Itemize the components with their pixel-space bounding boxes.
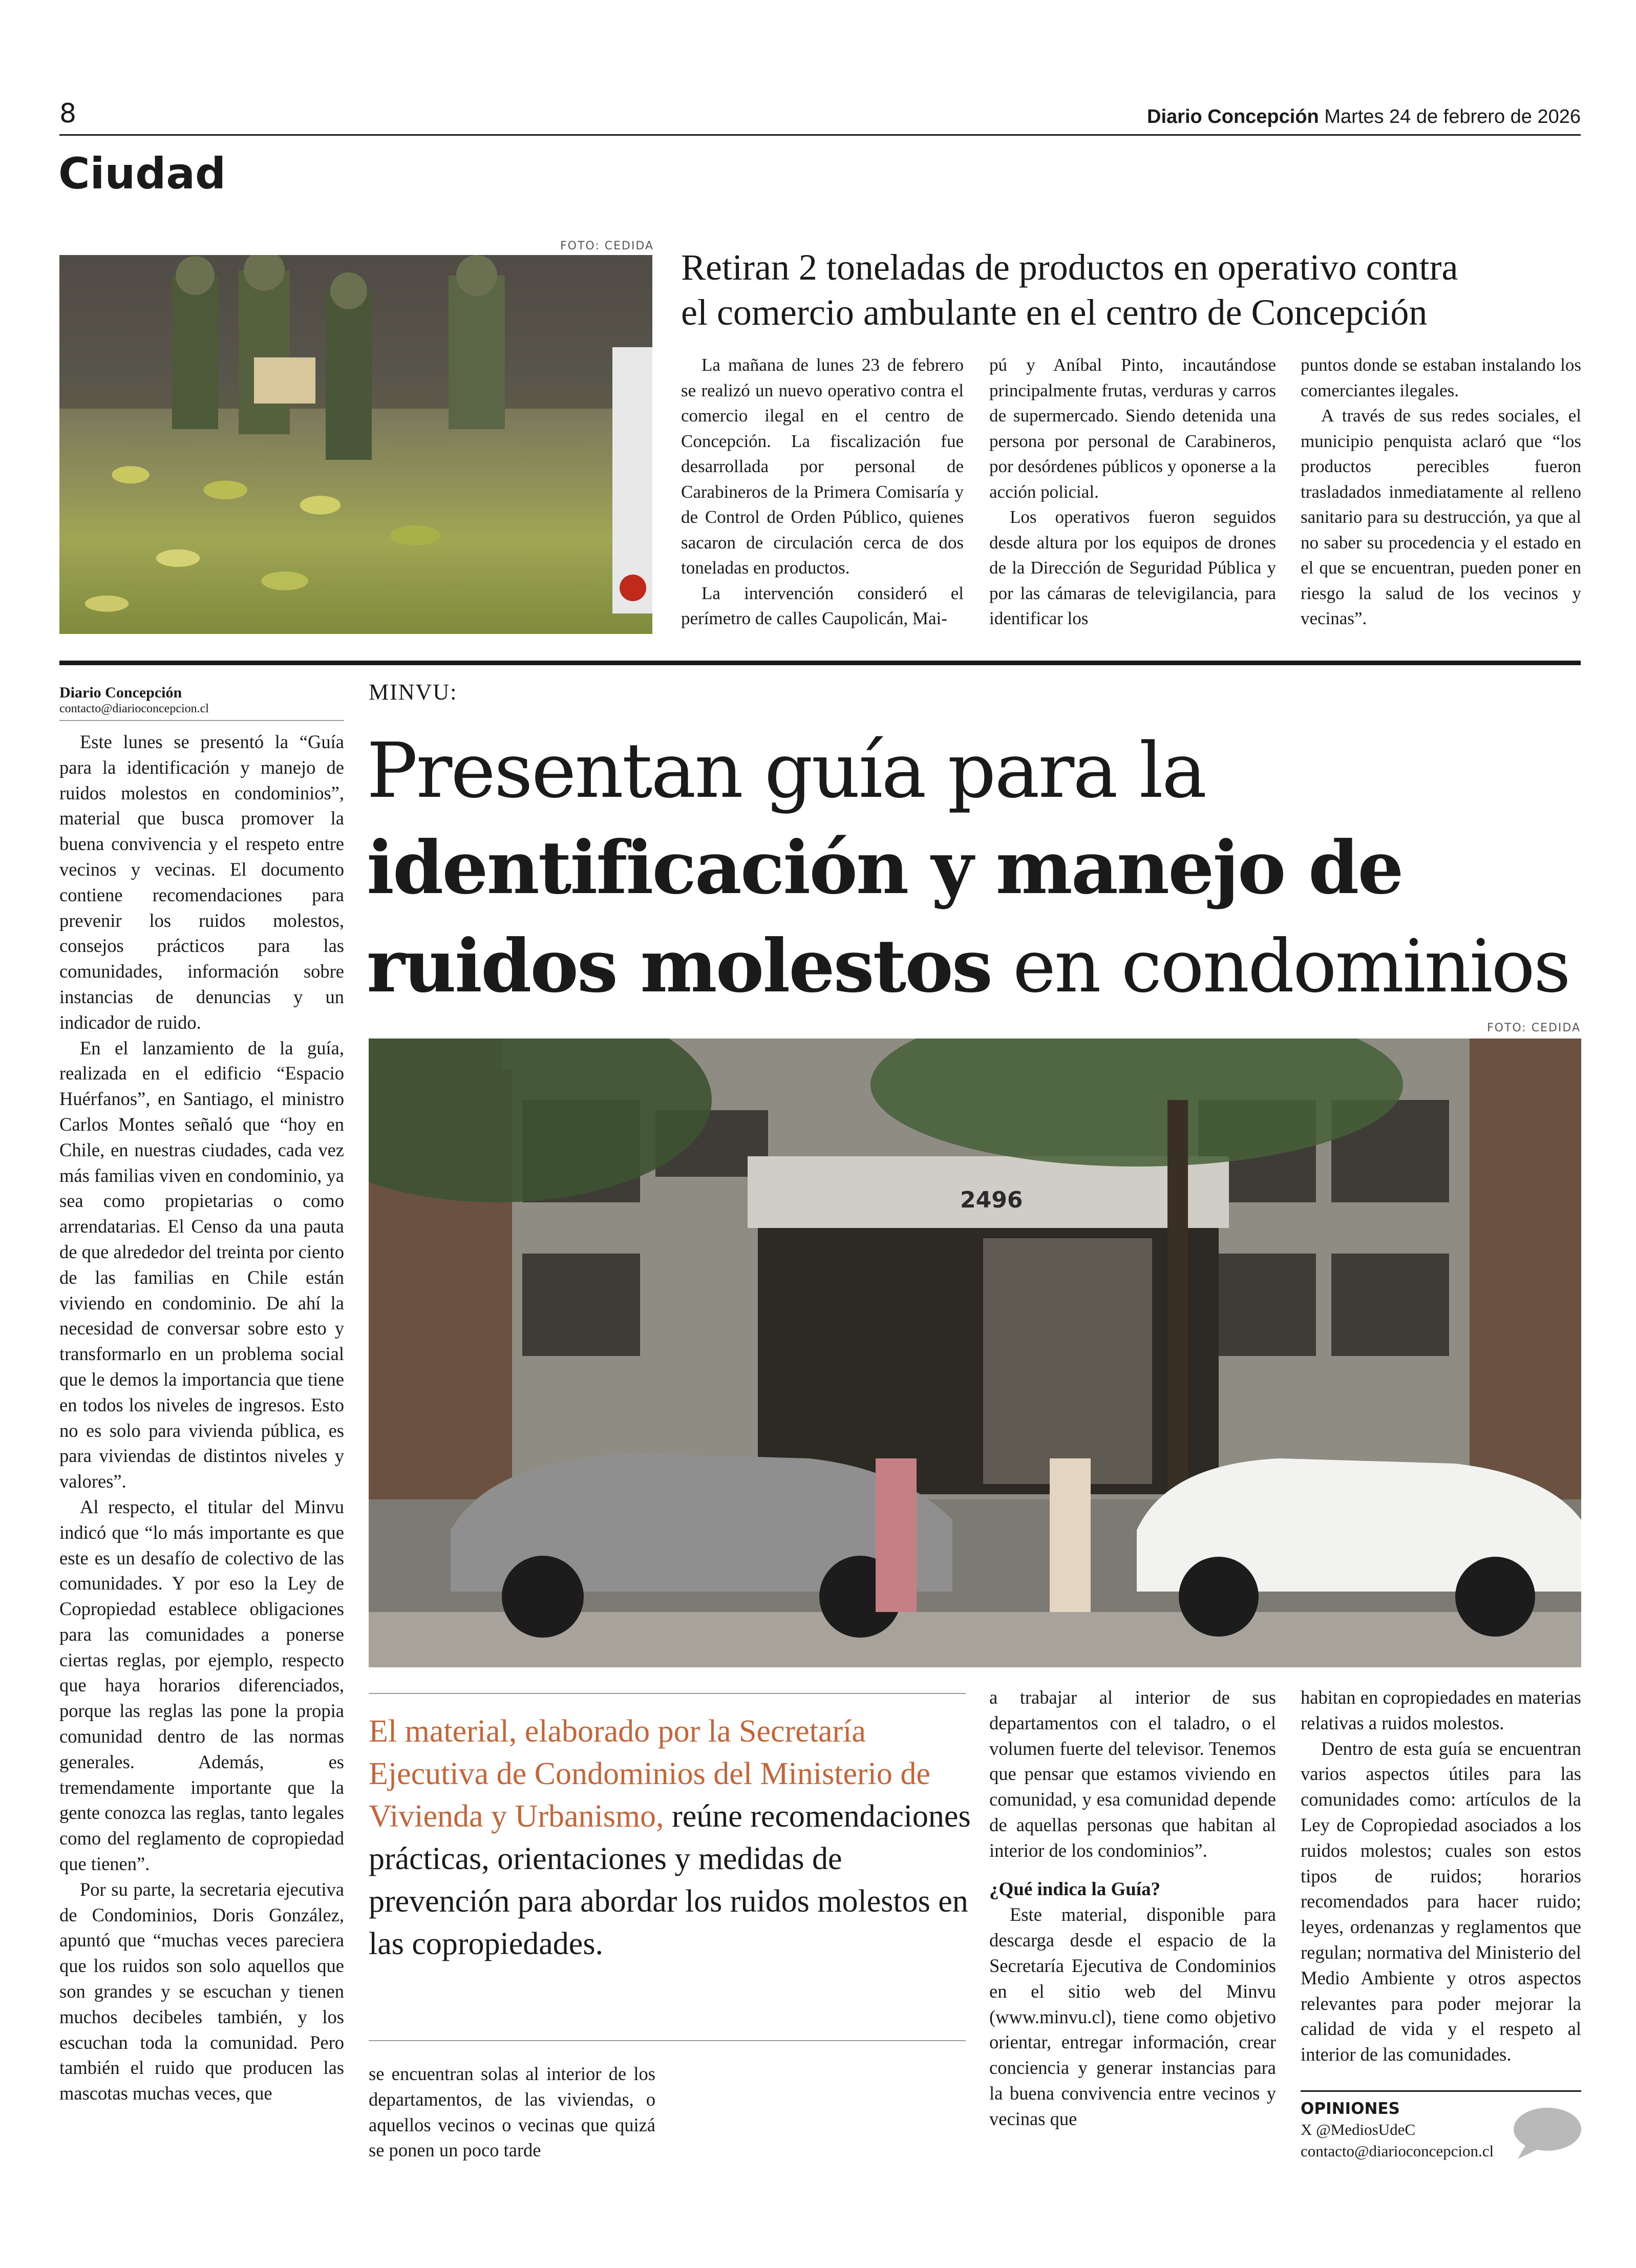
headline-line-2: identificación y manejo de bbox=[367, 825, 1403, 910]
paragraph: Los operativos fueron seguidos desde altura por los equipos de drones de la Dirección de Seguridad Pública y por las cámaras de televigilancia, para identificar los bbox=[989, 507, 1276, 628]
main-story-photo bbox=[369, 1038, 1581, 1667]
main-col-c bbox=[989, 1685, 1276, 2132]
paragraph: Al respecto, el titular del Minvu indicó que “lo más importante es que este es un desafío de colectivo de las comunidades. Y por eso la Ley de Copropiedad establece obligaciones para las comunidades a ponerse ciertas reglas, por ejemplo, respecto que haya horarios diferenciados, porque las reglas las pone la propia comunidad dentro de las normas generales. Además, es tremendamente importante que la gente conozca las reglas, tanto legales como del reglamento de copropiedad que tienen”. bbox=[59, 1496, 344, 1875]
pull-quote bbox=[369, 1710, 973, 1965]
top-photo-credit: FOTO: CEDIDA bbox=[560, 240, 654, 252]
opinions-handle: X @MediosUdeC bbox=[1301, 2121, 1416, 2138]
byline-email: contacto@diarioconcepcion.cl bbox=[59, 702, 209, 715]
masthead-date-line bbox=[1147, 106, 1581, 128]
opinions-email: contacto@diarioconcepcion.cl bbox=[1301, 2142, 1494, 2160]
corn-operation-illustration bbox=[59, 255, 652, 634]
paragraph: Este lunes se presentó la “Guía para la identificación y manejo de ruidos molestos en condominios”, material que busca promover la buena convivencia y el respeto entre vecinos y vecinas. El documento contiene recomendaciones para prevenir los ruidos molestos, consejos prácticos para las comunidades, información sobre instancias de denuncias y un indicador de ruido. bbox=[59, 731, 344, 1033]
pull-quote-black: reúne recomendaciones prácticas, orientaciones y medidas de prevención para abordar los ruidos molestos en las copropiedades. bbox=[369, 1799, 971, 1961]
paragraph: Dentro de esta guía se encuentran varios aspectos útiles para las comunidades como: artículos de la Ley de Copropiedad asociados a los ruidos molestos; cuales son estos tipos de ruidos; horarios recomendados para hacer ruido; leyes, ordenanzas y reglamentos que regulan; normativa del Ministerio del Medio Ambiente y otros aspectos relevantes para poder mejorar la calidad de vida y el respeto al interior de las comunidades. bbox=[1301, 1737, 1581, 2065]
headline-line-3-light: en condominios bbox=[991, 924, 1569, 1009]
paragraph: habitan en copropiedades en materias relativas a ruidos molestos. bbox=[1301, 1687, 1581, 1733]
main-col-d bbox=[1301, 1685, 1581, 2067]
top-story-col-1 bbox=[681, 352, 964, 631]
top-title-line-1: Retiran 2 toneladas de productos en operativo contra bbox=[681, 247, 1458, 288]
opinions-label: OPINIONES bbox=[1301, 2100, 1400, 2118]
headline-line-3 bbox=[367, 917, 1585, 1015]
top-story-col-2 bbox=[989, 352, 1276, 631]
section-title: Ciudad bbox=[58, 149, 226, 199]
paragraph: puntos donde se estaban instalando los comerciantes ilegales. bbox=[1301, 355, 1581, 400]
pull-quote-orange: El material, elaborado por la Secretaría Ejecutiva de Condominios del Ministerio de Vivienda y Urbanismo, bbox=[369, 1714, 930, 1834]
section-separator bbox=[59, 661, 1581, 665]
paragraph: pú y Aníbal Pinto, incautándose principalmente frutas, verduras y carros de supermercado. Siendo detenida una persona por personal de Carabineros, por desórdenes públicos y oponerse a la acción policial. bbox=[989, 355, 1276, 502]
pullquote-bottom-rule bbox=[369, 2040, 966, 2041]
headline-line-3-bold: ruidos molestos bbox=[367, 924, 991, 1009]
main-left-column bbox=[59, 729, 344, 2106]
main-photo-credit: FOTO: CEDIDA bbox=[1486, 1022, 1581, 1034]
top-story-title bbox=[681, 245, 1582, 335]
header-rule bbox=[59, 134, 1581, 136]
kicker: MINVU: bbox=[369, 680, 458, 705]
top-title-line-2: el comercio ambulante en el centro de Concepción bbox=[681, 292, 1428, 333]
main-col-b-bottom bbox=[369, 2061, 655, 2163]
page-number: 8 bbox=[59, 98, 77, 129]
opinions-rule bbox=[1301, 2090, 1581, 2092]
building-street-illustration bbox=[369, 1038, 1581, 1667]
byline-name: Diario Concepción bbox=[59, 684, 182, 701]
paragraph: Por su parte, la secretaria ejecutiva de Condominios, Doris González, apuntó que “muchas veces pareciera que los ruidos son solo aquellos que son grandes y se escuchan y tienen muchos decibeles también, y los escuchan toda la comunidad. Pero también el ruido que producen las mascotas muchas veces, que bbox=[59, 1878, 344, 2104]
paper-name: Diario Concepción bbox=[1147, 106, 1319, 128]
byline-rule bbox=[59, 720, 344, 721]
main-headline bbox=[367, 722, 1585, 1015]
paragraph: Este material, disponible para descarga desde el espacio de la Secretaría Ejecutiva de Condominios en el sitio web del Minvu (www.minvu.cl), tiene como objetivo orientar, entregar información, crear conciencia y generar instancias para la buena convivencia entre vecinos y vecinas que bbox=[989, 1904, 1276, 2129]
issue-date: Martes 24 de febrero de 2026 bbox=[1324, 106, 1581, 128]
paragraph: a trabajar al interior de sus departamentos con el taladro, o el volumen fuerte del televisor. Tenemos que pensar que estamos viviendo en comunidad, y esa comunidad depende de aquellas personas que habitan al interior de los condominios”. bbox=[989, 1687, 1276, 1861]
speech-bubble-icon bbox=[1511, 2105, 1582, 2161]
paragraph: La mañana de lunes 23 de febrero se realizó un nuevo operativo contra el comercio ilegal en el centro de Concepción. La fiscalización fue desarrollada por personal de Carabineros de la Primera Comisaría y de Control de Orden Público, quienes sacaron de circulación cerca de dos toneladas en productos. bbox=[681, 355, 964, 578]
headline-line-1: Presentan guía para la bbox=[367, 727, 1206, 815]
building-number: 2496 bbox=[960, 1187, 1023, 1213]
byline bbox=[59, 684, 344, 721]
paragraph: A través de sus redes sociales, el municipio penquista aclaró que “los productos perecibles fueron trasladados inmediatamente al relleno sanitario para su destrucción, ya que al no saber su procedencia y el estado en el que se encuentran, pueden poner en riesgo la salud de los vecinos y vecinas”. bbox=[1301, 406, 1581, 628]
top-story-photo bbox=[59, 255, 652, 634]
paragraph: La intervención consideró el perímetro de calles Caupolicán, Mai- bbox=[681, 583, 964, 628]
top-story-col-3 bbox=[1301, 352, 1581, 631]
subhead: ¿Qué indica la Guía? bbox=[989, 1878, 1161, 1900]
paragraph: se encuentran solas al interior de los departamentos, de las viviendas, o aquellos vecinos o vecinas que quizá se ponen un poco tarde bbox=[369, 2063, 655, 2161]
pullquote-top-rule bbox=[369, 1693, 966, 1694]
paragraph: En el lanzamiento de la guía, realizada en el edificio “Espacio Huérfanos”, en Santiago, el ministro Carlos Montes señaló que “hoy en Chile, en nuestras ciudades, cada vez más familias viven en condominio, ya sea como propietarias o como arrendatarias. El Censo da una pauta de que alrededor del treinta por ciento de las familias en Chile están viviendo en condominio. De ahí la necesidad de conversar sobre esto y transformarlo en un problema social que le demos la importancia que tiene en todos los niveles de ingresos. Esto no es solo para vivienda pública, es para viviendas de distintos niveles y valores”. bbox=[59, 1037, 344, 1492]
